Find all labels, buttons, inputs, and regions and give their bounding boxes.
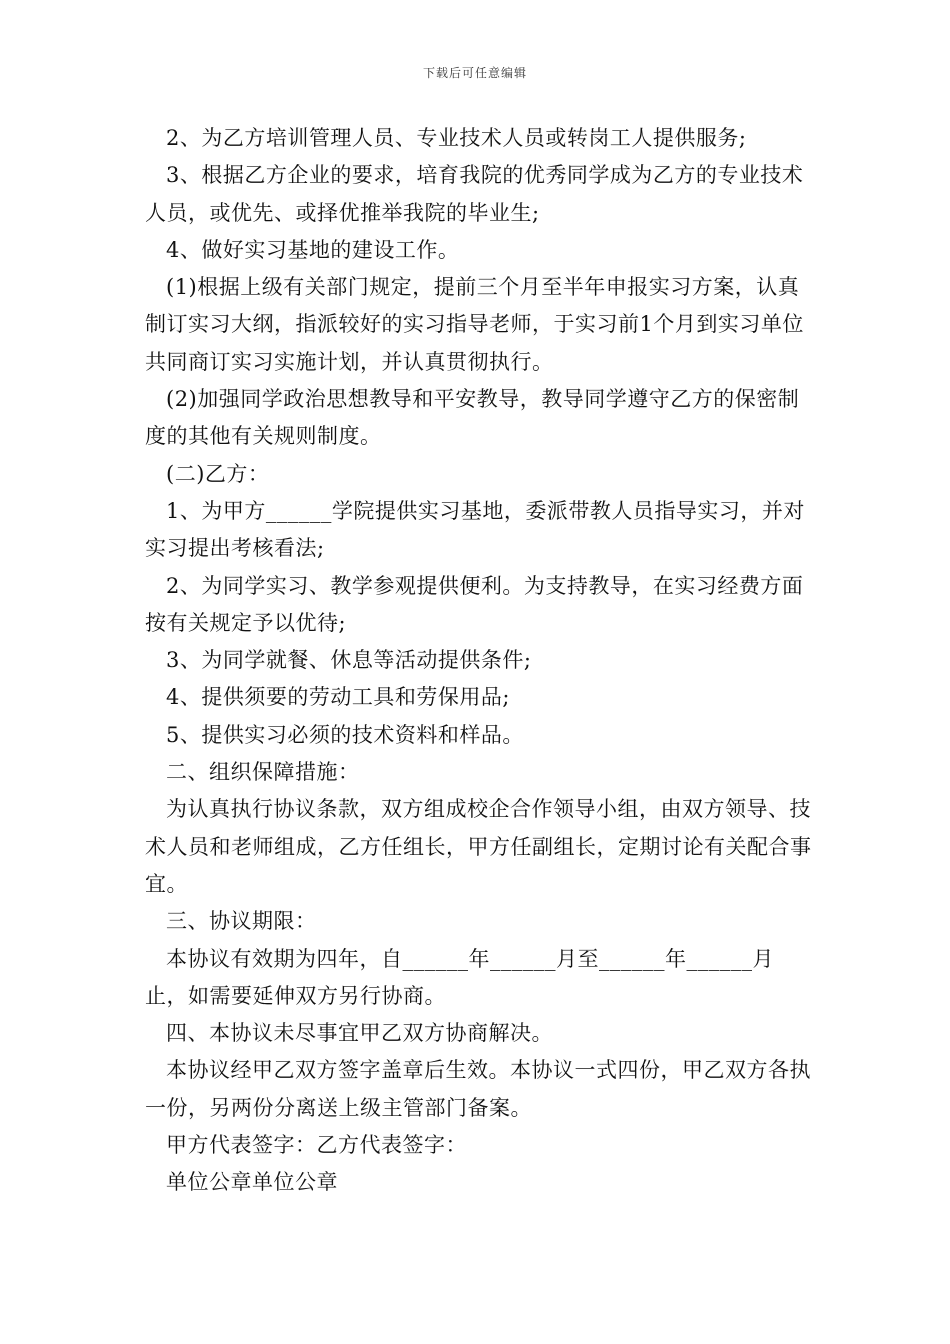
clause-paragraph: 为认真执行协议条款，双方组成校企合作领导小组，由双方领导、技术人员和老师组成，乙方任组长，甲方任副组长，定期讨论有关配合事宜。 (145, 797, 812, 896)
page-header: 下载后可任意编辑 (422, 66, 527, 80)
seal-line: 单位公章单位公章 (166, 1170, 338, 1195)
clause-paragraph: 本协议经甲乙双方签字盖章后生效。本协议一式四份，甲乙双方各执一份，另两份分离送上级主管部门备案。 (145, 1058, 811, 1120)
section-heading: (二)乙方： (166, 461, 270, 486)
clause-paragraph: 5、提供实习必须的技术资料和样品。 (166, 722, 524, 747)
clause-paragraph: (1)根据上级有关部门规定，提前三个月至半年申报实习方案，认真制订实习大纲，指派较好的实习指导老师，于实习前1个月到实习单位共同商订实习实施计划，并认真贯彻执行。 (145, 275, 804, 374)
clause-paragraph: 4、提供须要的劳动工具和劳保用品; (166, 685, 510, 710)
clause-paragraph: (2)加强同学政治思想教导和平安教导，教导同学遵守乙方的保密制度的其他有关规则制度。 (145, 387, 800, 449)
section-heading: 四、本协议未尽事宜甲乙双方协商解决。 (166, 1021, 553, 1046)
clause-paragraph: 4、做好实习基地的建设工作。 (166, 237, 460, 262)
section-heading: 三、协议期限： (166, 909, 317, 934)
clause-paragraph: 本协议有效期为四年，自______年______月至______年______月止，如需要延伸双方另行协商。 (145, 946, 774, 1008)
document-body (145, 120, 813, 1202)
clause-paragraph: 3、为同学就餐、休息等活动提供条件; (166, 648, 532, 673)
clause-paragraph: 3、根据乙方企业的要求，培育我院的优秀同学成为乙方的专业技术人员，或优先、或择优推举我院的毕业生; (145, 163, 804, 225)
clause-paragraph: 1、为甲方______学院提供实习基地，委派带教人员指导实习，并对实习提出考核看法; (145, 498, 805, 561)
section-heading: 二、组织保障措施： (166, 760, 360, 785)
clause-paragraph: 2、为同学实习、教学参观提供便利。为支持教导，在实习经费方面按有关规定予以优待; (145, 573, 804, 635)
clause-paragraph: 2、为乙方培训管理人员、专业技术人员或转岗工人提供服务; (166, 126, 747, 150)
signature-line: 甲方代表签字：乙方代表签字： (166, 1133, 467, 1158)
